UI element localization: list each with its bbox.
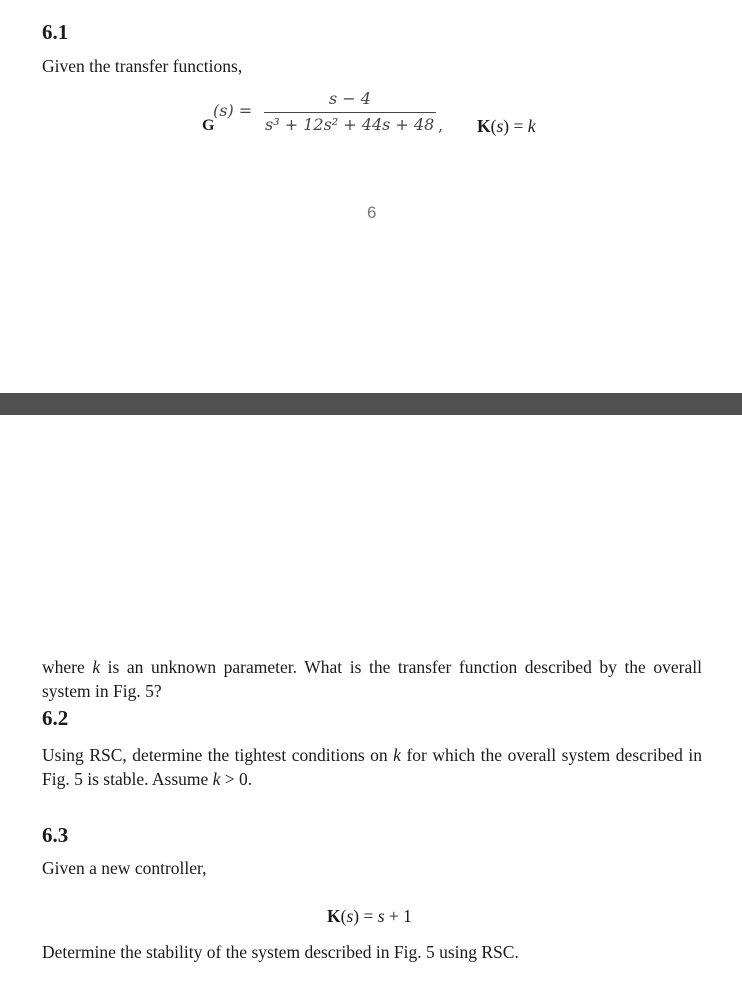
k-variable: k [393, 745, 401, 765]
g-argument: (s) = [213, 101, 253, 120]
k-open-paren: ( [490, 116, 497, 136]
section-6-2-text-start: Using RSC, determine the tightest conditions on [42, 745, 394, 765]
page-number: 6 [367, 203, 377, 222]
section-6-2-text-middle: for which the overall system described in Fig. 5 is stable. Assume [42, 745, 702, 789]
new-controller-equation [327, 906, 412, 927]
section-6-3-question: Determine the stability of the system described in Fig. 5 using RSC. [42, 942, 519, 962]
section-6-1-question [42, 655, 702, 703]
section-heading-6-2: 6.2 [42, 706, 69, 730]
page-divider [0, 393, 742, 415]
k-argument: s [346, 906, 354, 926]
section-6-1-intro: Given the transfer functions, [42, 56, 243, 76]
k-variable: k [212, 769, 221, 789]
g-denominator: s³ + 12s² + 44s + 48 [265, 115, 435, 134]
k-label: K [477, 116, 491, 136]
g-trailing-comma: , [438, 116, 444, 135]
k-tail: + 1 [384, 906, 412, 926]
section-heading-6-1: 6.1 [42, 20, 69, 44]
fraction-bar [264, 112, 436, 113]
section-6-2-text-end: > 0. [220, 769, 253, 789]
k-equals: ) = [503, 116, 528, 136]
section-heading-6-3: 6.3 [42, 823, 69, 847]
k-open-paren: ( [340, 906, 347, 926]
section-6-3-intro: Given a new controller, [42, 858, 207, 878]
k-equals: ) = [353, 906, 378, 926]
section-6-2-text [42, 743, 702, 791]
g-numerator: s − 4 [329, 89, 371, 108]
k-variable: k [92, 657, 101, 677]
k-value: k [527, 116, 536, 136]
s-variable: s [377, 906, 385, 926]
k-argument: s [496, 116, 504, 136]
k-label: K [327, 906, 341, 926]
g-label: G [202, 117, 215, 134]
question-text-start: where [42, 657, 93, 677]
question-text-end: is an unknown parameter. What is the transfer function described by the overall system in Fig. 5? [42, 657, 702, 701]
controller-k-equation [477, 116, 536, 137]
